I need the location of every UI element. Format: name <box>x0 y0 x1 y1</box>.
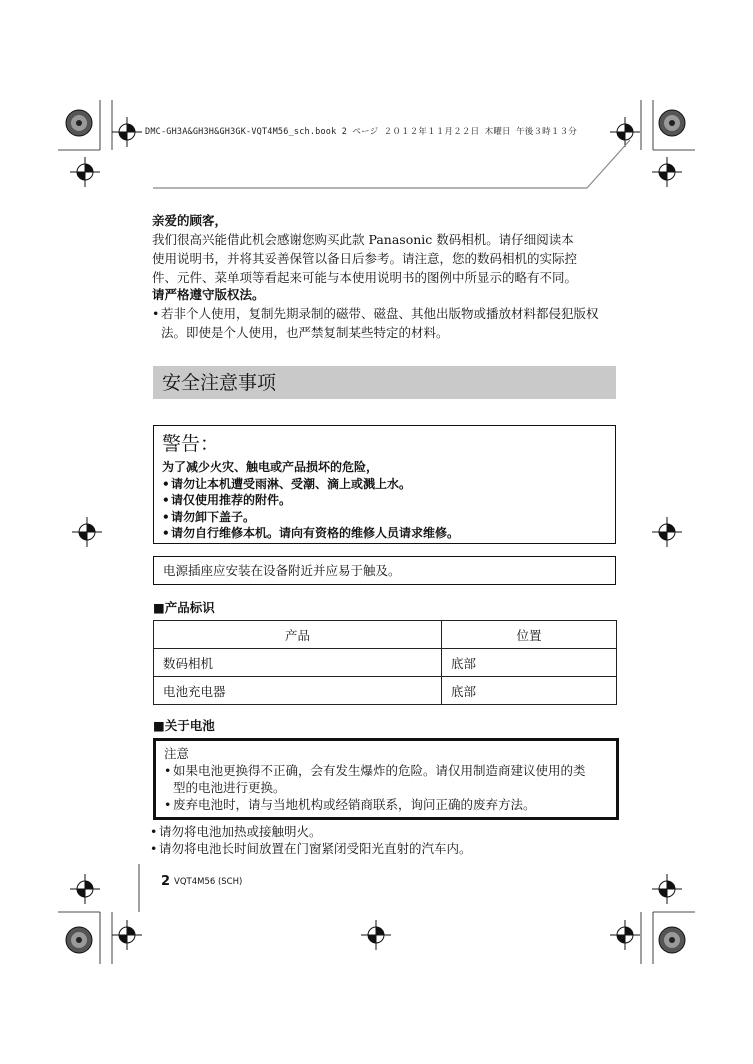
page-number: 2 <box>161 874 171 889</box>
cell-product: 电池充电器 <box>154 677 442 705</box>
warning-title: 警告： <box>162 433 220 455</box>
reg-mark-top-right-1 <box>610 117 640 147</box>
warning-item: • 请勿自行维修本机。请向有资格的维修人员请求维修。 <box>162 525 459 542</box>
cell-product: 数码相机 <box>154 649 442 677</box>
caution-content <box>164 745 609 813</box>
copyright-line-1: • 若非个人使用，复制先期录制的磁带、磁盘、其他出版物或播放材料都侵犯版权 <box>161 306 599 321</box>
cell-location: 底部 <box>442 649 617 677</box>
reg-mark-mid-right <box>652 517 682 547</box>
star-mark-top-right <box>659 110 685 136</box>
product-id-heading: ■产品标识 <box>153 600 215 615</box>
copyright-line-2: 法。即使是个人使用，也严禁复制某些特定的材料。 <box>161 325 449 340</box>
column-header-location: 位置 <box>442 621 617 649</box>
print-file-info: DMC-GH3A&GH3H&GH3GK-VQT4M56_sch.book 2 ページ ２０１２年１１月２２日 木曜日 午後３時１３分 <box>145 127 577 137</box>
star-mark-bottom-left <box>66 927 92 953</box>
reg-mark-top-right-2 <box>652 157 682 187</box>
star-mark-bottom-right <box>659 927 685 953</box>
warning-list <box>162 459 459 542</box>
copyright-item <box>152 304 622 342</box>
cell-location: 底部 <box>442 677 617 705</box>
doc-code: VQT4M56 (SCH) <box>174 877 243 887</box>
reg-mark-top-left-2 <box>70 157 100 187</box>
table-header-row <box>154 621 617 649</box>
copyright-section <box>152 285 622 342</box>
greeting-line-3: 件、元件、菜单项等看起来可能与本使用说明书的图例中所显示的略有不同。 <box>152 270 578 285</box>
salutation: 亲爱的顾客， <box>152 213 228 228</box>
socket-note-box <box>153 556 616 585</box>
caution-title: 注意 <box>164 746 190 761</box>
table-row <box>154 677 617 705</box>
warning-item: • 请勿让本机遭受雨淋、受潮、滴上或溅上水。 <box>162 476 459 493</box>
reg-mark-mid-left <box>72 517 102 547</box>
greeting-line-2: 使用说明书，并将其妥善保管以备日后参考。请注意，您的数码相机的实际控 <box>152 251 578 266</box>
caution-item-1-line-2: 型的电池进行更换。 <box>173 780 286 795</box>
battery-note: • 请勿将电池长时间放置在门窗紧闭受阳光直射的汽车内。 <box>150 840 620 857</box>
warning-item: • 请勿卸下盖子。 <box>162 509 459 526</box>
caution-item: • 废弃电池时，请与当地机构或经销商联系，询问正确的废弃方法。 <box>164 796 609 813</box>
safety-title-text: 安全注意事项 <box>162 372 277 394</box>
caution-item-1-line-1: • 如果电池更换得不正确，会有发生爆炸的危险。请仅用制造商建议使用的类 <box>173 763 586 778</box>
warning-intro: 为了减少火灾、触电或产品损坏的危险， <box>162 460 379 474</box>
battery-note: • 请勿将电池加热或接触明火。 <box>150 823 620 840</box>
greeting-section <box>152 211 622 287</box>
reg-mark-top-left-1 <box>112 117 142 147</box>
reg-mark-bottom-left-2 <box>112 920 142 950</box>
copyright-heading: 请严格遵守版权法。 <box>152 287 265 302</box>
battery-heading: ■关于电池 <box>153 718 215 733</box>
star-mark-top-left <box>66 110 92 136</box>
product-id-table <box>153 620 617 705</box>
reg-mark-bottom-right-1 <box>652 874 682 904</box>
column-header-product: 产品 <box>154 621 442 649</box>
greeting-line-1: 我们很高兴能借此机会感谢您购买此款 Panasonic 数码相机。请仔细阅读本 <box>152 232 574 247</box>
safety-section-title <box>153 366 616 399</box>
socket-note: 电源插座应安装在设备附近并应易于触及。 <box>163 563 401 578</box>
reg-mark-bottom-center <box>361 920 391 950</box>
warning-box <box>153 425 616 544</box>
reg-mark-bottom-left-1 <box>70 874 100 904</box>
reg-mark-bottom-right-2 <box>610 920 640 950</box>
battery-caution-box <box>153 738 619 820</box>
warning-item: • 请仅使用推荐的附件。 <box>162 492 459 509</box>
caution-item <box>164 762 609 796</box>
table-row <box>154 649 617 677</box>
battery-notes <box>150 823 620 857</box>
